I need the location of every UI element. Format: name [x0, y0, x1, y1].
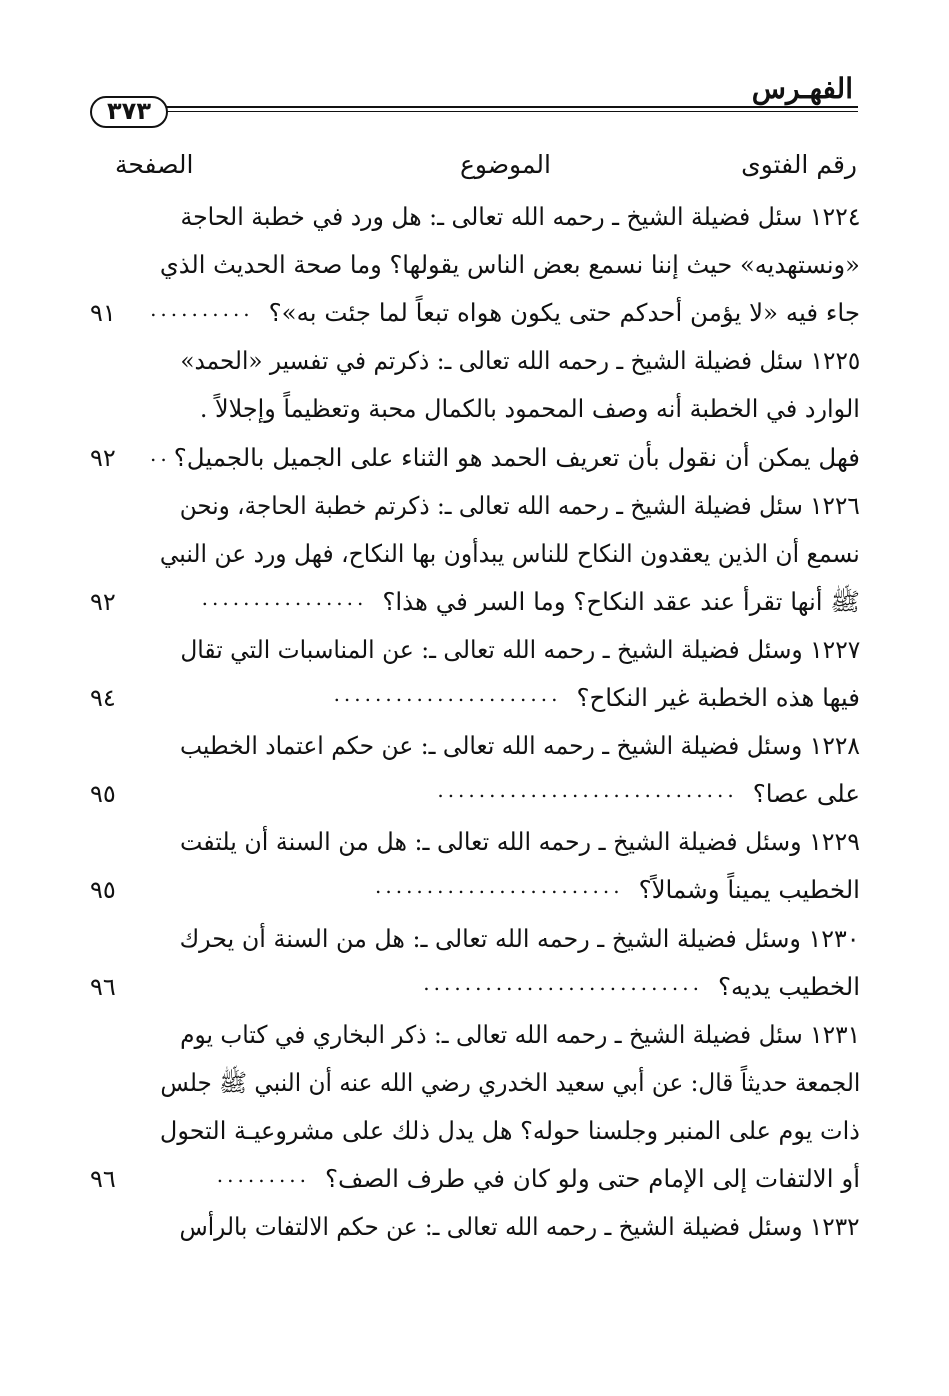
leader-dots: .........	[216, 1163, 311, 1187]
line-text: ١٢٣٢ وسئل فضيلة الشيخ ـ رحمه الله تعالى ـ: عن حكم الالتفات بالرأس	[180, 1212, 860, 1242]
index-line	[180, 339, 860, 383]
page-ref: ٩٦	[90, 972, 116, 1001]
leader-dots: ..........	[150, 297, 254, 322]
leader-dots: ........................	[375, 874, 624, 899]
line-text: الوارد في الخطبة أنه وصف المحمود بالكمال محبة وتعظيماً وإجلالاً .	[200, 394, 860, 424]
line-text: الجمعة حديثاً قال: عن أبي سعيد الخدري رضي الله عنه أن النبي ﷺ جلس	[160, 1067, 860, 1097]
line-text: ١٢٢٥ سئل فضيلة الشيخ ـ رحمه الله تعالى ـ: ذكرتم في تفسير «الحمد»	[180, 346, 860, 376]
page-ref: ٩١	[90, 299, 116, 328]
index-line	[160, 532, 860, 576]
line-text: ١٢٢٤ سئل فضيلة الشيخ ـ رحمه الله تعالى ـ: هل ورد في خطبة الحاجة	[180, 202, 860, 231]
index-line	[160, 1061, 860, 1105]
header-rule	[90, 96, 858, 130]
line-text: الخطيب يديه؟	[717, 971, 860, 1001]
index-line	[180, 1013, 860, 1057]
leader-dots: ......................	[333, 682, 562, 706]
leader-dots: .............................	[437, 778, 738, 803]
index-line	[200, 387, 860, 431]
line-text: ١٢٢٦ سئل فضيلة الشيخ ـ رحمه الله تعالى ـ: ذكرتم خطبة الحاجة، ونحن	[180, 490, 860, 520]
page-ref: ٩٢	[90, 443, 116, 472]
column-header-fatwa-number: رقم الفتوى	[741, 150, 857, 179]
line-text: ١٢٢٧ وسئل فضيلة الشيخ ـ رحمه الله تعالى ـ: عن المناسبات التي تقال	[180, 634, 860, 664]
page-ref: ٩٢	[90, 587, 116, 616]
page-ref: ٩٦	[90, 1165, 116, 1193]
line-text: على عصا؟	[752, 779, 860, 809]
page-title: الفهـرس	[751, 72, 853, 105]
line-text: ١٢٣٠ وسئل فضيلة الشيخ ـ رحمه الله تعالى ـ: هل من السنة أن يحرك	[180, 923, 860, 953]
index-line	[90, 1157, 860, 1201]
line-text: ١٢٢٨ وسئل فضيلة الشيخ ـ رحمه الله تعالى ـ: عن حكم اعتماد الخطيب	[180, 731, 860, 761]
index-line	[160, 243, 860, 287]
line-text: الخطيب يميناً وشمالاً؟	[638, 875, 860, 905]
line-text: ١٢٢٩ وسئل فضيلة الشيخ ـ رحمه الله تعالى ـ: هل من السنة أن يلتفت	[180, 827, 860, 857]
leader-dots: ...........................	[423, 970, 703, 995]
index-line	[160, 1109, 860, 1153]
line-text: فهل يمكن أن نقول بأن تعريف الحمد هو الثناء على الجميل بالجميل؟	[173, 442, 860, 472]
leader-dots: ................	[201, 585, 368, 610]
page-ref: ٩٥	[90, 876, 116, 905]
line-text: ١٢٣١ سئل فضيلة الشيخ ـ رحمه الله تعالى ـ: ذكر البخاري في كتاب يوم	[180, 1019, 860, 1049]
index-line	[180, 195, 860, 239]
index-line	[90, 436, 860, 480]
column-header-page: الصفحة	[115, 150, 194, 179]
page-ref: ٩٤	[90, 684, 116, 712]
index-line	[90, 291, 860, 335]
index-line	[90, 580, 860, 624]
column-headers	[0, 150, 949, 190]
line-text: أو الالتفات إلى الإمام حتى ولو كان في طرف الصف؟	[325, 1164, 860, 1193]
index-line	[180, 820, 860, 864]
index-line	[180, 724, 860, 768]
line-text: ﷺ أنها تقرأ عند عقد النكاح؟ وما السر في هذا؟	[382, 586, 860, 616]
line-text: نسمع أن الذين يعقدون النكاح للناس يبدأون بها النكاح، فهل ورد عن النبي	[160, 538, 860, 568]
index-line	[90, 676, 860, 720]
page-number: ٣٧٣	[90, 96, 168, 128]
column-header-topic: الموضوع	[460, 150, 551, 179]
index-line	[180, 628, 860, 672]
rule-line	[166, 106, 858, 108]
rule-line	[166, 111, 858, 112]
line-text: ذات يوم على المنبر وجلسنا حوله؟ هل يدل ذلك على مشروعيـة التحول	[160, 1115, 860, 1145]
leader-dots: ..	[150, 441, 171, 466]
index-line	[180, 917, 860, 961]
index-line	[90, 965, 860, 1009]
line-text: «ونستهديه» حيث إننا نسمع بعض الناس يقولها؟ وما صحة الحديث الذي	[160, 250, 860, 280]
index-line	[180, 484, 860, 528]
index-line	[90, 868, 860, 912]
line-text: جاء فيه «لا يؤمن أحدكم حتى يكون هواه تبعاً لما جئت به»؟	[268, 298, 860, 328]
index-line	[90, 772, 860, 816]
line-text: فيها هذه الخطبة غير النكاح؟	[576, 683, 860, 712]
index-line	[180, 1205, 860, 1249]
page-ref: ٩٥	[90, 780, 116, 809]
